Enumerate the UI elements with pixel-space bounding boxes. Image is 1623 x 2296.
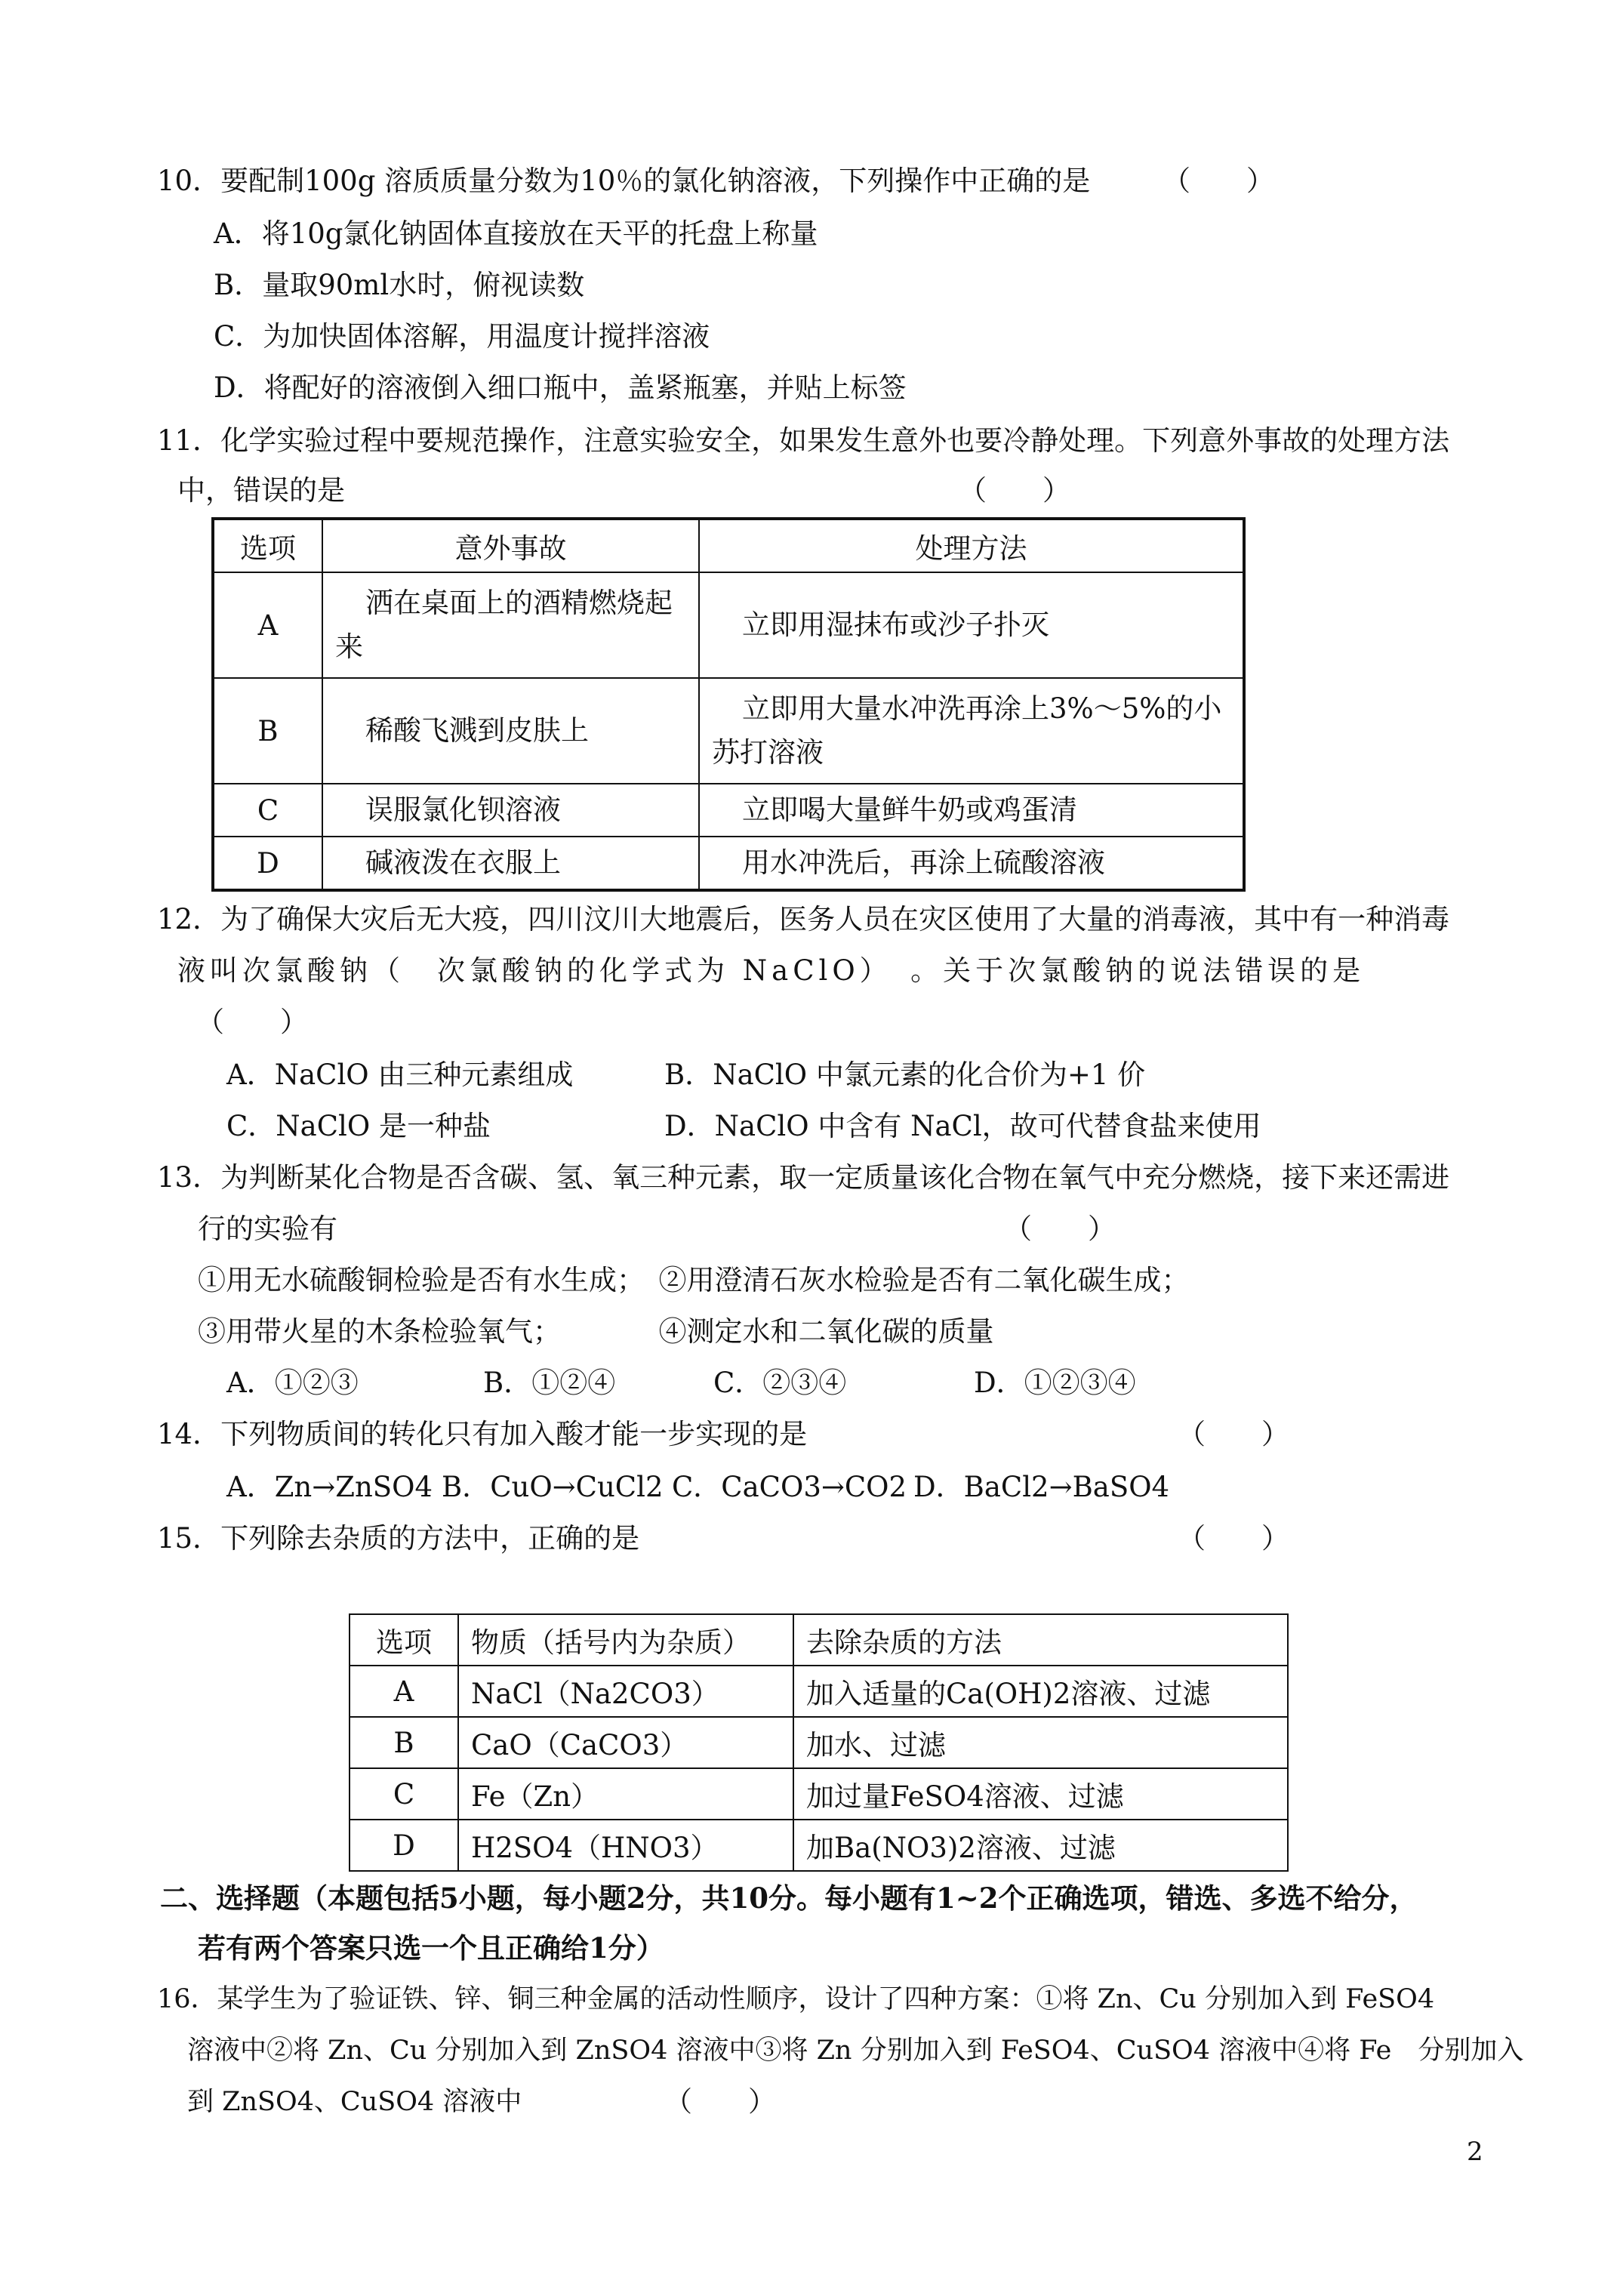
- q15-header-option: 选项: [350, 1614, 458, 1666]
- q11-row-b-accident: 稀酸飞溅到皮肤上: [365, 714, 589, 747]
- q15-row-d-substance: H2SO4（HNO3）: [458, 1820, 793, 1871]
- q11-row-a-method: 立即用湿抹布或沙子扑灭: [742, 609, 1049, 641]
- q12-option-c: C．NaClO 是一种盐: [226, 1110, 491, 1142]
- q11-answer-paren: （ ）: [959, 474, 1070, 507]
- q15-row-c-method: 加过量FeSO4溶液、过滤: [793, 1768, 1288, 1820]
- q16-stem-line1: 16．某学生为了验证铁、锌、铜三种金属的活动性顺序，设计了四种方案：①将 Zn、Cu 分别加入到 FeSO4: [157, 1984, 1435, 2014]
- q10-stem: 10．要配制100g 溶质质量分数为10％的氯化钠溶液，下列操作中正确的是: [157, 165, 1091, 197]
- q15-row-b-substance: CaO（CaCO3）: [458, 1717, 793, 1768]
- q15-header-method: 去除杂质的方法: [793, 1614, 1288, 1666]
- q13-option-c: C．②③④: [713, 1367, 847, 1399]
- page-number: 2: [1467, 2137, 1483, 2167]
- q15-row-a-method: 加入适量的Ca(OH)2溶液、过滤: [793, 1666, 1288, 1717]
- q12-option-d: D．NaClO 中含有 NaCl，故可代替食盐来使用: [664, 1110, 1261, 1142]
- q16-answer-paren: （ ）: [664, 2085, 776, 2118]
- q11-header-method: 处理方法: [699, 519, 1244, 572]
- q13-stem-line2: 行的实验有: [198, 1213, 337, 1245]
- q16-stem-line2: 溶液中②将 Zn、Cu 分别加入到 ZnSO4 溶液中③将 Zn 分别加入到 FeSO4、CuSO4 溶液中④将 Fe 分别加入: [187, 2036, 1524, 2066]
- q11-row-c-method: 立即喝大量鲜牛奶或鸡蛋清: [742, 794, 1077, 826]
- q12-option-a: A．NaClO 由三种元素组成: [226, 1059, 574, 1091]
- q11-row-a-accident: 洒在桌面上的酒精燃烧起来: [335, 587, 673, 663]
- q14-answer-paren: （ ）: [1178, 1418, 1289, 1450]
- q11-table: [211, 517, 1246, 892]
- q15-row-c-substance: Fe（Zn）: [458, 1768, 793, 1820]
- q15-row-a-option: A: [350, 1666, 458, 1717]
- q14-option-c: C．CaCO3→CO2: [672, 1471, 907, 1503]
- q11-row-a-option: A: [213, 572, 322, 678]
- q15-answer-paren: （ ）: [1178, 1522, 1289, 1555]
- section2-heading-line2: 若有两个答案只选一个且正确给1分）: [198, 1931, 664, 1965]
- q13-option-d: D．①②③④: [974, 1367, 1136, 1399]
- q12-answer-paren: （ ）: [196, 1006, 308, 1038]
- q10-answer-paren: （ ）: [1163, 165, 1274, 197]
- q16-stem-line3: 到 ZnSO4、CuSO4 溶液中: [187, 2087, 522, 2117]
- q12-option-b: B．NaClO 中氯元素的化合价为+1 价: [664, 1059, 1146, 1091]
- q11-stem-line2: 中，错误的是: [177, 474, 345, 507]
- q11-row-b-option: B: [213, 678, 322, 784]
- q15-row-c-option: C: [350, 1768, 458, 1820]
- q15-stem: 15．下列除去杂质的方法中，正确的是: [157, 1522, 640, 1555]
- q11-row-d-accident: 碱液泼在衣服上: [365, 846, 561, 879]
- q13-answer-paren: （ ）: [1004, 1213, 1116, 1245]
- q14-option-b: B．CuO→CuCl2: [442, 1471, 664, 1503]
- q13-items-line1: ①用无水硫酸铜检验是否有水生成； ②用澄清石灰水检验是否有二氧化碳生成；: [198, 1264, 1190, 1296]
- q12-stem-line1: 12．为了确保大灾后无大疫，四川汶川大地震后，医务人员在灾区使用了大量的消毒液，其中有一种消毒: [157, 903, 1450, 935]
- q11-row-c-option: C: [213, 784, 322, 837]
- q15-row-d-option: D: [350, 1820, 458, 1871]
- q15-row-b-method: 加水、过滤: [793, 1717, 1288, 1768]
- q13-option-b: B．①②④: [483, 1367, 616, 1399]
- q13-stem-line1: 13．为判断某化合物是否含碳、氢、氧三种元素，取一定质量该化合物在氧气中充分燃烧，接下来还需进: [157, 1161, 1450, 1194]
- q11-header-accident: 意外事故: [322, 519, 699, 572]
- q10-option-c: C．为加快固体溶解，用温度计搅拌溶液: [214, 320, 710, 353]
- q11-header-option: 选项: [213, 519, 322, 572]
- q10-option-a: A．将10g氯化钠固体直接放在天平的托盘上称量: [214, 217, 818, 250]
- q15-row-a-substance: NaCl（Na2CO3）: [458, 1666, 793, 1717]
- q15-table: [349, 1613, 1289, 1872]
- q11-row-c-accident: 误服氯化钡溶液: [365, 794, 561, 826]
- q15-row-d-method: 加Ba(NO3)2溶液、过滤: [793, 1820, 1288, 1871]
- q11-row-d-option: D: [213, 837, 322, 890]
- q11-row-d-method: 用水冲洗后，再涂上硫酸溶液: [742, 846, 1105, 879]
- q15-row-b-option: B: [350, 1717, 458, 1768]
- q10-option-d: D．将配好的溶液倒入细口瓶中，盖紧瓶塞，并贴上标签: [214, 371, 907, 404]
- q14-option-a: A．Zn→ZnSO4: [226, 1471, 433, 1503]
- q13-items-line2: ③用带火星的木条检验氧气； ④测定水和二氧化碳的质量: [198, 1315, 994, 1348]
- q15-header-substance: 物质（括号内为杂质）: [458, 1614, 793, 1666]
- section2-heading-line1: 二、选择题（本题包括5小题，每小题2分，共10分。每小题有1~2个正确选项，错选、多选不给分，: [160, 1881, 1418, 1915]
- q14-option-d: D．BaCl2→BaSO4: [913, 1471, 1170, 1503]
- q10-option-b: B．量取90ml水时，俯视读数: [214, 269, 585, 301]
- q14-stem: 14．下列物质间的转化只有加入酸才能一步实现的是: [157, 1418, 808, 1450]
- q13-option-a: A．①②③: [226, 1367, 359, 1399]
- q11-stem-line1: 11．化学实验过程中要规范操作，注意实验安全，如果发生意外也要冷静处理。下列意外事故的处理方法: [157, 424, 1450, 457]
- q11-row-b-method: 立即用大量水冲洗再涂上3%～5%的小苏打溶液: [712, 692, 1222, 769]
- q12-stem-line2: 液叫次氯酸钠（ 次氯酸钠的化学式为 NaClO） 。关于次氯酸钠的说法错误的是: [177, 954, 1366, 987]
